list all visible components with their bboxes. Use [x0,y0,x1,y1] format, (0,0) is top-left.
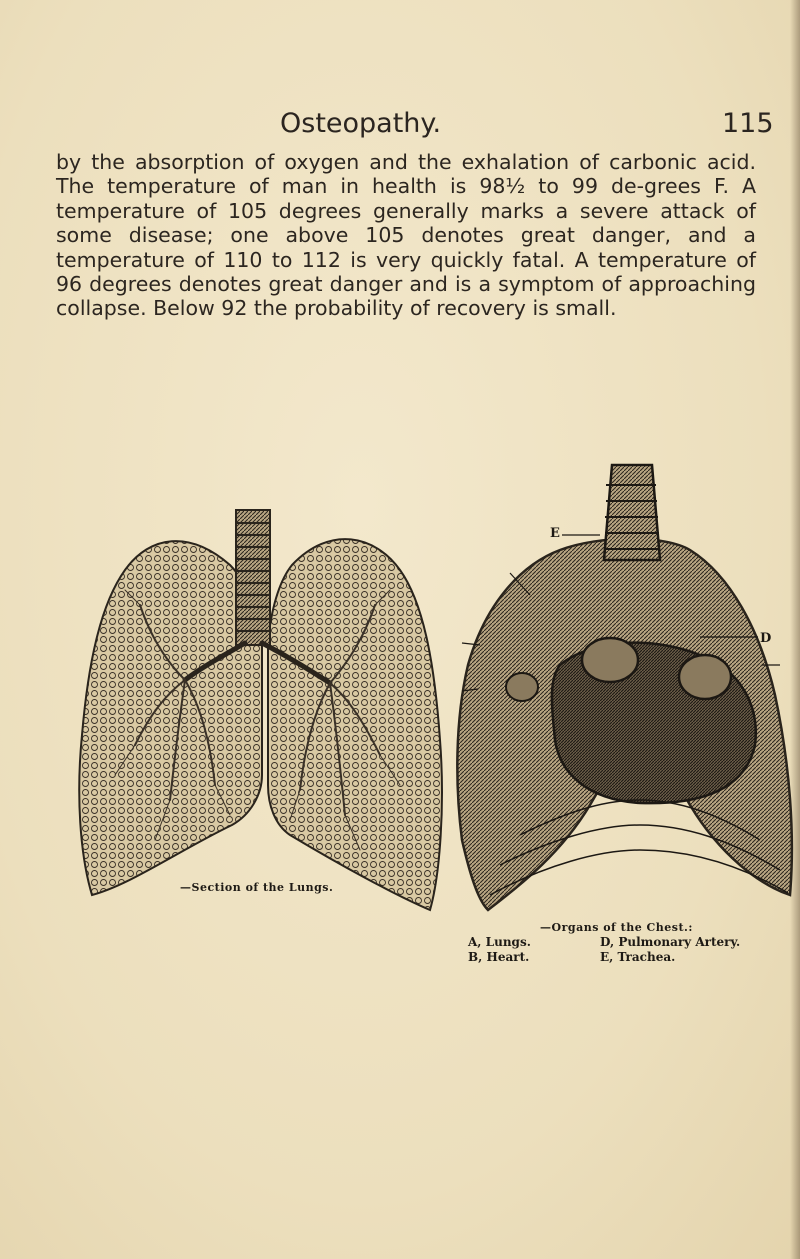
chest-organs-illustration [457,465,792,910]
running-title: Osteopathy. [280,108,442,139]
page-header [0,108,800,148]
trachea [236,510,270,645]
label-d: D [760,631,772,646]
left-lung-lobe [79,541,262,895]
legend-pulmonary-artery: D, Pulmonary Artery. [600,935,741,949]
left-figure-caption: —Section of the Lungs. [180,881,334,894]
right-lung-lobe [268,539,442,910]
right-figure-caption: —Organs of the Chest.: [540,921,693,934]
body-paragraph: by the absorption of oxygen and the exhalation of carbonic acid. The temperature of man in health is 98½ to 99 de-grees F. A temperature of 105 degrees generally marks a severe attack of some disease; one above 105 denotes great danger, and a temperature of 110 to 112 is very quickly fatal. A temperature of 96 degrees denotes great danger and is a symptom of approaching collapse. Below 92 the probability of recovery is small. [56,150,756,321]
anatomy-illustrations [0,455,800,955]
page-number: 115 [722,108,774,139]
lungs-section-illustration [79,510,442,910]
pulmonary-vessel-left [582,638,638,682]
legend-heart: B, Heart. [468,950,530,964]
legend-lungs: A, Lungs. [468,935,531,949]
anatomy-figures [0,455,800,964]
pulmonary-vessel-right [679,655,731,699]
legend-trachea: E, Trachea. [600,950,676,964]
lung-vessel-left [506,673,538,701]
chest-trachea [604,465,660,560]
label-e: E [550,526,560,541]
